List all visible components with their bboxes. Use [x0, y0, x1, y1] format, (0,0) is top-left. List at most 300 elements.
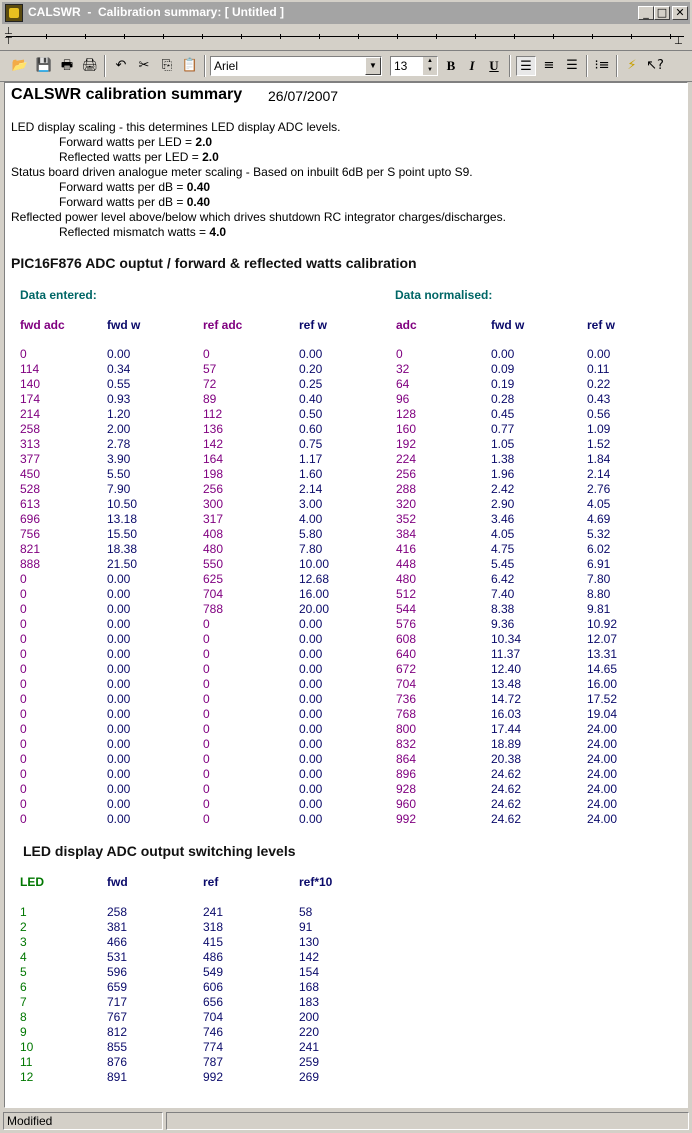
norm-fwd-w-cell: 0.77: [491, 422, 515, 436]
ruler-tick: [202, 34, 203, 39]
norm-adc-cell: 704: [396, 677, 417, 691]
fwd-adc-cell: 0: [20, 737, 27, 751]
led-ref10-cell: 241: [299, 1040, 320, 1054]
norm-fwd-w-cell: 9.36: [491, 617, 515, 631]
norm-ref-w-cell: 0.43: [587, 392, 611, 406]
led-fwd-cell: 812: [107, 1025, 128, 1039]
norm-adc-cell: 928: [396, 782, 417, 796]
led-ref10-cell: 168: [299, 980, 320, 994]
ref-w-cell: 4.00: [299, 512, 323, 526]
fwd-w-cell: 2.78: [107, 437, 131, 451]
doc-date: 26/07/2007: [268, 88, 339, 104]
ref-adc-cell: 0: [203, 692, 210, 706]
window-title: CALSWR - Calibration summary: [ Untitled ]: [28, 5, 285, 19]
fwd-watts-per-db-label-2: Forward watts per dB = 0.40: [59, 195, 211, 209]
ref-adc-cell: 164: [203, 452, 224, 466]
norm-fwd-w-cell: 3.46: [491, 512, 515, 526]
fwd-w-cell: 5.50: [107, 467, 131, 481]
align-left-button[interactable]: [516, 56, 536, 76]
app-icon[interactable]: [5, 4, 23, 22]
led-fwd-cell: 717: [107, 995, 128, 1009]
ref-watts-per-led-value: 2.0: [202, 150, 219, 164]
indent-marker[interactable]: ⊥: [4, 26, 13, 37]
fwd-w-cell: 0.00: [107, 692, 131, 706]
led-ref-cell: 656: [203, 995, 224, 1009]
lightning-button[interactable]: [622, 56, 642, 76]
undo-button[interactable]: [111, 56, 131, 76]
fwd-w-cell: 15.50: [107, 527, 138, 541]
ref-adc-cell: 0: [203, 632, 210, 646]
fwd-adc-cell: 377: [20, 452, 41, 466]
toolbar: [0, 51, 692, 82]
fwd-adc-cell: 0: [20, 752, 27, 766]
ref-watts-per-led-label: Reflected watts per LED = 2.0: [59, 150, 219, 164]
led-number-cell: 2: [20, 920, 27, 934]
copy-button[interactable]: [157, 56, 177, 76]
fwd-adc-cell: 528: [20, 482, 41, 496]
meter-scaling-text: Status board driven analogue meter scaling - Based on inbuilt 6dB per S point upto S9.: [11, 165, 473, 179]
norm-ref-w-cell: 19.04: [587, 707, 618, 721]
norm-adc-cell: 960: [396, 797, 417, 811]
fwd-adc-cell: 696: [20, 512, 41, 526]
fwd-adc-cell: 0: [20, 677, 27, 691]
cut-icon: ✂: [138, 58, 150, 73]
norm-ref-w-cell: 1.52: [587, 437, 611, 451]
led-ref-header: ref: [203, 875, 219, 889]
preview-icon: 🖨: [81, 58, 99, 73]
help-pointer-icon: ↖?: [646, 58, 664, 73]
ref-w-cell: 10.00: [299, 557, 330, 571]
cut-button[interactable]: [134, 56, 154, 76]
norm-fwd-w-cell: 6.42: [491, 572, 515, 586]
ref-adc-cell: 0: [203, 737, 210, 751]
ref-adc-cell: 480: [203, 542, 224, 556]
ref-adc-cell: 57: [203, 362, 217, 376]
bold-button[interactable]: [441, 56, 461, 76]
led-ref10-cell: 154: [299, 965, 320, 979]
norm-ref-w-cell: 24.00: [587, 812, 618, 826]
fwd-adc-cell: 0: [20, 572, 27, 586]
norm-ref-w-cell: 24.00: [587, 797, 618, 811]
norm-ref-w-cell: 13.31: [587, 647, 618, 661]
norm-adc-cell: 672: [396, 662, 417, 676]
ref-w-cell: 0.00: [299, 647, 323, 661]
ruler-tick: [592, 34, 593, 39]
norm-adc-cell: 576: [396, 617, 417, 631]
minimize-button[interactable]: [638, 6, 654, 20]
norm-fwd-w-cell: 17.44: [491, 722, 522, 736]
norm-ref-w-cell: 5.32: [587, 527, 611, 541]
data-entered-label: Data entered:: [20, 288, 97, 302]
fwd-w-cell: 7.90: [107, 482, 131, 496]
ruler-tick: [46, 34, 47, 39]
norm-ref-w-cell: 0.00: [587, 347, 611, 361]
bullets-button[interactable]: [592, 56, 612, 76]
led-fwd-cell: 381: [107, 920, 128, 934]
paste-button[interactable]: [180, 56, 200, 76]
ref-adc-cell: 0: [203, 752, 210, 766]
ruler-tick: [670, 34, 671, 39]
led-fwd-cell: 876: [107, 1055, 128, 1069]
norm-fwd-w-cell: 18.89: [491, 737, 522, 751]
ref-adc-cell: 0: [203, 662, 210, 676]
document-area[interactable]: [4, 82, 688, 1108]
ruler-tick: [514, 34, 515, 39]
align-right-icon: ☰: [566, 58, 578, 73]
fwd-adc-cell: 0: [20, 782, 27, 796]
ruler-tick: [85, 34, 86, 39]
led-ref-cell: 318: [203, 920, 224, 934]
chevron-down-icon[interactable]: ▼: [365, 57, 381, 75]
led-number-cell: 10: [20, 1040, 34, 1054]
mismatch-watts-value: 4.0: [209, 225, 227, 239]
ref-adc-cell: 0: [203, 707, 210, 721]
norm-ref-w-header: ref w: [587, 318, 616, 332]
led-ref10-cell: 142: [299, 950, 320, 964]
ref-w-cell: 3.00: [299, 497, 323, 511]
led-ref-cell: 486: [203, 950, 224, 964]
norm-adc-cell: 800: [396, 722, 417, 736]
fwd-watts-per-led-label: Forward watts per LED = 2.0: [59, 135, 213, 149]
led-ref-cell: 992: [203, 1070, 224, 1084]
fwd-w-cell: 0.00: [107, 572, 131, 586]
led-ref10-cell: 183: [299, 995, 320, 1009]
fwd-adc-cell: 0: [20, 662, 27, 676]
ref-adc-cell: 142: [203, 437, 224, 451]
norm-adc-cell: 736: [396, 692, 417, 706]
norm-ref-w-cell: 4.05: [587, 497, 611, 511]
ref-w-cell: 0.25: [299, 377, 323, 391]
save-button[interactable]: [34, 56, 54, 76]
fwd-w-cell: 3.90: [107, 452, 131, 466]
status-bar: [0, 1110, 692, 1133]
norm-adc-cell: 288: [396, 482, 417, 496]
fwd-w-cell: 0.00: [107, 617, 131, 631]
fwd-adc-cell: 313: [20, 437, 41, 451]
fwd-adc-cell: 0: [20, 347, 27, 361]
ref-w-cell: 0.00: [299, 722, 323, 736]
ref-w-cell: 1.17: [299, 452, 323, 466]
norm-ref-w-cell: 6.91: [587, 557, 611, 571]
norm-adc-cell: 128: [396, 407, 417, 421]
open-button[interactable]: [10, 56, 30, 76]
norm-adc-cell: 0: [396, 347, 403, 361]
norm-fwd-w-cell: 2.42: [491, 482, 515, 496]
ruler-tick: [124, 34, 125, 39]
fwd-adc-cell: 0: [20, 632, 27, 646]
norm-adc-cell: 64: [396, 377, 410, 391]
led-ref10-cell: 200: [299, 1010, 320, 1024]
norm-fwd-w-cell: 1.38: [491, 452, 515, 466]
led-number-cell: 4: [20, 950, 27, 964]
right-indent-marker[interactable]: ⊥: [674, 36, 683, 47]
norm-adc-cell: 256: [396, 467, 417, 481]
norm-ref-w-cell: 24.00: [587, 722, 618, 736]
ref-adc-cell: 0: [203, 797, 210, 811]
ref-w-cell: 0.00: [299, 797, 323, 811]
status-text: Modified: [3, 1112, 163, 1130]
fwd-adc-cell: 0: [20, 812, 27, 826]
ref-w-cell: 5.80: [299, 527, 323, 541]
norm-adc-cell: 96: [396, 392, 410, 406]
norm-ref-w-cell: 0.22: [587, 377, 611, 391]
led-number-cell: 3: [20, 935, 27, 949]
norm-ref-w-cell: 6.02: [587, 542, 611, 556]
led-ref10-cell: 58: [299, 905, 313, 919]
norm-adc-cell: 160: [396, 422, 417, 436]
align-center-icon: ≡: [543, 58, 555, 73]
norm-ref-w-cell: 12.07: [587, 632, 618, 646]
led-ref-cell: 549: [203, 965, 224, 979]
ref-w-cell: 0.00: [299, 662, 323, 676]
ref-w-cell: 0.00: [299, 677, 323, 691]
norm-fwd-w-cell: 24.62: [491, 782, 522, 796]
led-fwd-cell: 466: [107, 935, 128, 949]
norm-ref-w-cell: 24.00: [587, 737, 618, 751]
ref-w-cell: 0.00: [299, 752, 323, 766]
norm-fwd-w-cell: 1.05: [491, 437, 515, 451]
data-normalised-label: Data normalised:: [395, 288, 493, 302]
close-icon: ✕: [675, 6, 685, 19]
norm-adc-cell: 480: [396, 572, 417, 586]
italic-button[interactable]: [462, 56, 482, 76]
led-header: LED: [20, 875, 44, 889]
fwd-w-cell: 0.00: [107, 662, 131, 676]
led-ref-cell: 787: [203, 1055, 224, 1069]
norm-fwd-w-cell: 12.40: [491, 662, 522, 676]
font-name-value: Ariel: [214, 59, 239, 73]
norm-adc-cell: 640: [396, 647, 417, 661]
led-ref-cell: 704: [203, 1010, 224, 1024]
norm-ref-w-cell: 16.00: [587, 677, 618, 691]
norm-adc-cell: 320: [396, 497, 417, 511]
norm-ref-w-cell: 24.00: [587, 767, 618, 781]
toolbar-separator: [586, 55, 588, 77]
fwd-adc-cell: 613: [20, 497, 41, 511]
toolbar-separator: [104, 55, 106, 77]
fwd-w-header: fwd w: [107, 318, 141, 332]
ref-w-cell: 0.00: [299, 347, 323, 361]
ref-adc-cell: 112: [203, 407, 223, 421]
ref-w-cell: 0.00: [299, 767, 323, 781]
spinner-icon[interactable]: ▲ ▼: [423, 57, 437, 75]
lightning-icon: ⚡: [627, 58, 637, 73]
font-size-input[interactable]: [390, 56, 438, 76]
underline-icon: U: [489, 58, 499, 73]
norm-fwd-w-cell: 0.28: [491, 392, 515, 406]
norm-ref-w-cell: 0.11: [587, 362, 610, 376]
ref-w-cell: 0.75: [299, 437, 323, 451]
fwd-adc-cell: 140: [20, 377, 41, 391]
font-name-select[interactable]: [210, 56, 382, 76]
led-ref-cell: 774: [203, 1040, 224, 1054]
fwd-adc-cell: 0: [20, 797, 27, 811]
ruler-tick: [553, 34, 554, 39]
ruler-tick: [397, 34, 398, 39]
minimize-icon: _: [643, 6, 649, 19]
led-fwd-header: fwd: [107, 875, 128, 889]
norm-ref-w-cell: 2.76: [587, 482, 611, 496]
led-ref10-cell: 91: [299, 920, 313, 934]
norm-adc-header: adc: [396, 318, 417, 332]
fwd-w-cell: 0.00: [107, 797, 131, 811]
ref-adc-cell: 0: [203, 722, 210, 736]
led-ref-cell: 241: [203, 905, 224, 919]
ref-adc-cell: 0: [203, 767, 210, 781]
led-number-cell: 9: [20, 1025, 27, 1039]
norm-ref-w-cell: 10.92: [587, 617, 618, 631]
fwd-w-cell: 0.00: [107, 647, 131, 661]
fwd-adc-cell: 0: [20, 587, 27, 601]
title-bar: [0, 0, 692, 26]
norm-fwd-w-cell: 11.37: [491, 647, 521, 661]
led-fwd-cell: 891: [107, 1070, 128, 1084]
ruler[interactable]: [0, 26, 692, 51]
led-ref-cell: 415: [203, 935, 224, 949]
led-number-cell: 8: [20, 1010, 27, 1024]
fwd-adc-cell: 214: [20, 407, 41, 421]
align-left-icon: ☰: [520, 59, 532, 74]
ref-w-cell: 0.00: [299, 707, 323, 721]
norm-adc-cell: 832: [396, 737, 417, 751]
fwd-adc-cell: 888: [20, 557, 41, 571]
norm-ref-w-cell: 0.56: [587, 407, 611, 421]
norm-adc-cell: 384: [396, 527, 417, 541]
close-button[interactable]: [672, 6, 688, 20]
align-center-button[interactable]: [539, 56, 559, 76]
norm-adc-cell: 192: [396, 437, 417, 451]
norm-ref-w-cell: 4.69: [587, 512, 611, 526]
fwd-w-cell: 0.00: [107, 752, 131, 766]
fwd-w-cell: 0.00: [107, 707, 131, 721]
fwd-adc-cell: 114: [20, 362, 40, 376]
ref-adc-cell: 72: [203, 377, 217, 391]
norm-fwd-w-cell: 0.45: [491, 407, 515, 421]
norm-fwd-w-cell: 4.75: [491, 542, 515, 556]
fwd-w-cell: 0.00: [107, 602, 131, 616]
fwd-adc-cell: 821: [20, 542, 41, 556]
norm-adc-cell: 896: [396, 767, 417, 781]
ref-w-cell: 20.00: [299, 602, 330, 616]
norm-adc-cell: 768: [396, 707, 417, 721]
ref-w-cell: 7.80: [299, 542, 323, 556]
led-number-cell: 5: [20, 965, 27, 979]
ref-w-cell: 0.40: [299, 392, 323, 406]
norm-ref-w-cell: 24.00: [587, 752, 618, 766]
ref-adc-cell: 408: [203, 527, 224, 541]
fwd-adc-cell: 174: [20, 392, 41, 406]
norm-adc-cell: 864: [396, 752, 417, 766]
norm-ref-w-cell: 8.80: [587, 587, 611, 601]
fwd-w-cell: 0.00: [107, 737, 131, 751]
ref-adc-cell: 89: [203, 392, 217, 406]
fwd-watts-per-led-value: 2.0: [195, 135, 213, 149]
ref-w-cell: 2.14: [299, 482, 323, 496]
fwd-w-cell: 18.38: [107, 542, 138, 556]
ref-w-cell: 0.20: [299, 362, 323, 376]
maximize-icon: □: [656, 6, 668, 19]
fwd-adc-cell: 0: [20, 602, 27, 616]
first-indent-marker[interactable]: ⊤: [4, 36, 13, 47]
ref-w-cell: 16.00: [299, 587, 330, 601]
norm-fwd-w-cell: 24.62: [491, 797, 522, 811]
help-button[interactable]: [645, 56, 665, 76]
paste-icon: 📋: [181, 58, 199, 73]
copy-icon: ⎘: [161, 58, 173, 73]
ref-w-cell: 0.00: [299, 812, 323, 826]
ruler-tick: [475, 34, 476, 39]
fwd-adc-cell: 0: [20, 722, 27, 736]
fwd-w-cell: 0.93: [107, 392, 131, 406]
fwd-adc-cell: 0: [20, 707, 27, 721]
norm-fwd-w-cell: 20.38: [491, 752, 522, 766]
led-ref-cell: 606: [203, 980, 224, 994]
toolbar-separator: [616, 55, 618, 77]
status-pane-empty: [166, 1112, 689, 1130]
led-ref10-cell: 220: [299, 1025, 320, 1039]
led-fwd-cell: 855: [107, 1040, 128, 1054]
ref-adc-cell: 0: [203, 677, 210, 691]
toolbar-separator: [204, 55, 206, 77]
fwd-w-cell: 0.00: [107, 587, 131, 601]
italic-icon: I: [469, 58, 475, 73]
norm-fwd-w-cell: 10.34: [491, 632, 522, 646]
ruler-tick: [241, 34, 242, 39]
fwd-w-cell: 0.00: [107, 347, 131, 361]
ref-adc-cell: 625: [203, 572, 224, 586]
ref-adc-cell: 136: [203, 422, 224, 436]
ruler-tick: [358, 34, 359, 39]
ref-w-cell: 0.00: [299, 692, 323, 706]
led-number-cell: 7: [20, 995, 27, 1009]
fwd-w-cell: 0.00: [107, 632, 131, 646]
ref-adc-header: ref adc: [203, 318, 243, 332]
align-right-button[interactable]: [562, 56, 582, 76]
ref-w-cell: 0.60: [299, 422, 323, 436]
print-icon: 🖶: [60, 58, 74, 73]
norm-fwd-w-cell: 5.45: [491, 557, 515, 571]
norm-ref-w-cell: 2.14: [587, 467, 611, 481]
norm-adc-cell: 544: [396, 602, 417, 616]
led-ref10-cell: 269: [299, 1070, 320, 1084]
led-ref10-header: ref*10: [299, 875, 333, 889]
led-fwd-cell: 659: [107, 980, 128, 994]
led-section-title: LED display ADC output switching levels: [23, 843, 296, 859]
ruler-tick: [163, 34, 164, 39]
fwd-watts-per-db-label: Forward watts per dB = 0.40: [59, 180, 211, 194]
led-ref-cell: 746: [203, 1025, 224, 1039]
open-folder-icon: 📂: [11, 58, 29, 73]
ref-w-cell: 0.50: [299, 407, 323, 421]
reflected-level-text: Reflected power level above/below which drives shutdown RC integrator charges/discharges.: [11, 210, 506, 224]
print-button[interactable]: [57, 56, 77, 76]
fwd-w-cell: 13.18: [107, 512, 138, 526]
underline-button[interactable]: [484, 56, 504, 76]
norm-fwd-w-cell: 4.05: [491, 527, 515, 541]
norm-ref-w-cell: 14.65: [587, 662, 618, 676]
norm-ref-w-cell: 24.00: [587, 782, 618, 796]
norm-ref-w-cell: 7.80: [587, 572, 611, 586]
doc-title: CALSWR calibration summary: [11, 86, 243, 103]
maximize-button[interactable]: [654, 6, 670, 20]
fwd-w-cell: 0.00: [107, 782, 131, 796]
fwd-watts-per-db-value-2: 0.40: [186, 195, 211, 209]
preview-button[interactable]: [80, 56, 100, 76]
ref-adc-cell: 550: [203, 557, 224, 571]
ref-adc-cell: 0: [203, 617, 210, 631]
norm-fwd-w-cell: 0.19: [491, 377, 515, 391]
fwd-watts-per-db-value: 0.40: [186, 180, 211, 194]
